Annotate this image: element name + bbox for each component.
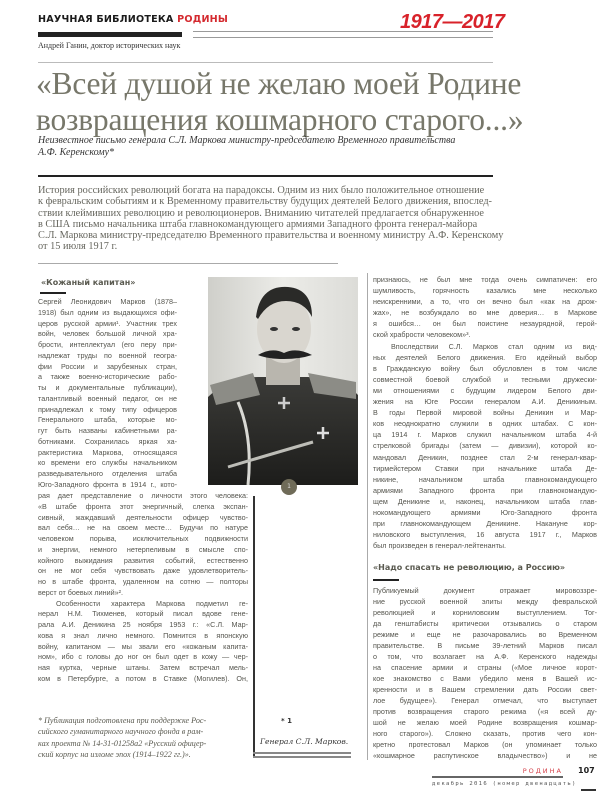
text-line: ков неоднократно служили в одних штабах. С кон- [373, 419, 597, 429]
subtitle-line: Неизвестное письмо генерала С.Л. Маркова министру-председателю Временного правительства [38, 135, 456, 146]
text-line: талантливый военный педагог, он не [38, 393, 177, 403]
text-line: мандовал Деникин, позднее стал 2-м генерал-квар- [373, 452, 597, 462]
text-line: История российских революций богата на парадоксы. Одним из них было положительное отношение [38, 185, 485, 196]
text-line: надлежат труды по военной геогра- [38, 350, 177, 360]
text-line: Особенности характера Маркова подметил ге- [56, 598, 248, 608]
caption-rule [253, 496, 255, 758]
text-line: Публикуемый документ отражает мировоззре- [373, 586, 597, 595]
footer-dash [581, 789, 596, 791]
text-line: сивный, жаждавший деятельности офицер чувство- [38, 512, 248, 522]
lead-paragraph [38, 185, 504, 253]
text-line: 1918) был одним из выдающихся офи- [38, 307, 177, 317]
text-line: гут быть названы кабинетными ра- [38, 426, 177, 435]
text-line: «В штабе фронта этот энергичный, слегка экспан- [38, 501, 248, 511]
text-line: кова я знал лично немного. Помнится в японскую [38, 630, 248, 640]
text-line: рала А.И. Деникина 25 ноября 1953 г.: «С.Л. Мар- [38, 620, 248, 629]
caption-double-rule [253, 756, 351, 758]
text-line: никине, начальником штаба главнокомандующего [373, 474, 597, 484]
heading-underline [40, 292, 66, 294]
text-line: верст от боевых линий»². [38, 587, 124, 597]
portrait-image [208, 277, 358, 485]
text-line: совместной боевой службой и тесными дружески- [373, 374, 597, 384]
divider-thick [38, 175, 493, 177]
text-line: режиме и еще не разочаровались во Временном [373, 630, 597, 639]
page-number: 107 [578, 766, 595, 775]
library-brand: РОДИНЫ [177, 14, 229, 25]
text-line: * Публикация подготовлена при поддержке Рос- [38, 716, 207, 725]
text-line: и энергии, немного нетерпеливым в смысле спо- [38, 544, 248, 554]
text-line: шумливость, горячность казались мне несколько [373, 286, 597, 296]
paragraph [373, 585, 597, 761]
article-title [36, 66, 524, 138]
text-line: армиями Западного фронта при главнокомандую- [373, 485, 597, 495]
text-line: ние русской военной элиты между февральской [373, 597, 597, 606]
text-line: ский корпус на изломе эпох (1914–1922 гг.)». [38, 749, 191, 759]
caption-number: * 1 [281, 717, 292, 725]
text-line: человеком порыва, исключительных подвижности [38, 534, 248, 543]
photo-caption: Генерал С.Л. Марков. [260, 737, 349, 746]
text-line: лое будущее»). Генерал отмечал, что выступает [373, 696, 597, 705]
text-line: правительстве. В письме 39-летний Марков писал [373, 641, 597, 650]
caption-double-rule [253, 752, 351, 754]
text-line: разведывательного отделения штаба [38, 469, 177, 478]
text-line: ской храбрости человеком»³. [373, 330, 471, 340]
text-line: ного старого»). Сложно сказать, против чего кон- [373, 729, 597, 738]
text-line: кое знакомство с Вами убедило меня в Вашей ис- [373, 674, 597, 683]
paragraph [373, 341, 597, 552]
divider [38, 263, 338, 264]
text-line: а также военно-исторические рабо- [38, 372, 177, 382]
text-line: рактеристика Маркова, относящаяся [38, 447, 177, 457]
text-line: революцией и корниловским выступлением. Тог- [373, 608, 597, 617]
text-line: церов русской армии¹. Участник трех [38, 318, 177, 328]
section-heading: «Надо спасать не революцию, а Россию» [373, 563, 566, 572]
footnote [38, 715, 243, 760]
header-bar [38, 32, 182, 37]
column-text-left-narrow [38, 297, 177, 491]
footer-rule [432, 776, 563, 778]
text-line: С.Л. Маркова министру-председателю Временного правительства и военному министру А.Ф. Керенскому [38, 230, 504, 242]
text-line: признаюсь, не был мне тогда очень симпатичен: его [373, 275, 597, 284]
portrait-photo [208, 277, 358, 485]
photo-number-badge: 1 [281, 479, 297, 495]
text-line: на спасение армии и страны («Мое личное корот- [373, 663, 597, 672]
text-line: при главнокомандующем Деникине. Накануне кор- [373, 519, 597, 529]
text-line: В годы Первой мировой войны Деникин и Мар- [373, 408, 597, 418]
text-line: нерал Н.М. Тихменев, который писал вдове гене- [38, 609, 248, 619]
text-line: ко времени его службы начальником [38, 458, 177, 468]
section-heading: «Кожаный капитан» [41, 278, 136, 287]
text-line: ты и документальные публикации), [38, 383, 177, 392]
text-line: шой не желаю моей Родине возвращения кошмар- [373, 718, 597, 727]
text-line: Генерального штаба, которые мо- [38, 415, 177, 425]
text-line: ботниками. Сохранилась яркая ха- [38, 436, 177, 446]
text-line: ных деятелей Белого движения. Его идейный выбор [373, 352, 597, 362]
text-line: ках проекта № 14-31-01258а2 «Русский офицер- [38, 738, 207, 748]
text-line: вал себя… не на своем месте… Будучи по натуре [38, 523, 248, 533]
text-line: ми отношениями с будущим лидером Белого дви- [373, 385, 597, 395]
author-byline: Андрей Ганин, доктор исторических наук [38, 41, 181, 50]
subtitle-line: А.Ф. Керенскому* [38, 147, 115, 158]
column-text-right-top [373, 274, 597, 551]
text-line: кренности и в Вашем стремлении дать России свет- [373, 685, 597, 694]
text-line: в Гражданскую войну был обусловлен в том числе [373, 363, 597, 373]
text-line: брости, интеллектуал (его перу при- [38, 340, 177, 349]
text-line: ниловского выступления, 16 августа 1917 г., Марков [373, 530, 597, 540]
text-line: стрелковой бригады (затем — дивизии), которой ко- [373, 441, 597, 451]
column-text-right-bottom [373, 585, 597, 761]
paragraph [38, 599, 248, 685]
text-line: рая дает представление о личности этого человека: [38, 491, 248, 500]
footer-brand: РОДИНА [522, 767, 563, 775]
text-line: принадлежал к тому типу офицеров [38, 404, 177, 414]
paragraph [373, 274, 597, 341]
paragraph [38, 297, 177, 491]
text-line: я ошибся… он был поистине незаурядной, герой- [373, 319, 597, 329]
text-line: к февральским событиям и к Временному правительству будущих деятелей Белого движения, впослед- [38, 196, 492, 208]
text-line: фии России и зарубежных стран, [38, 361, 177, 371]
paragraph [38, 491, 248, 599]
text-line: Юго-Западного фронта в 1914 г., кото- [38, 479, 177, 489]
text-line: койного выжидания развития событий, естественно [38, 555, 248, 565]
section-label [38, 14, 228, 25]
text-line: ная куртка, черные штаны. Затем встречал мель- [38, 663, 248, 672]
text-line: неискренними, а то, что он вечно был «как на дрож- [373, 297, 597, 307]
text-line: нокомандующего армиями Юго-Западного фронта [373, 507, 597, 517]
divider [38, 62, 493, 63]
text-line: был произведен в генерал-лейтенанты. [373, 541, 507, 551]
text-line: ном», ибо с головы до ног он был одет в кожу — чер- [38, 652, 248, 662]
text-line: в США письмо начальника штаба главнокомандующего армиями Западного фронта генерал-майора [38, 218, 478, 230]
heading-underline [373, 579, 399, 581]
text-line: ствии клеймивших революцию и революционеров. Вниманию читателей предлагается обнаруженное [38, 207, 484, 219]
article-subtitle [38, 135, 518, 159]
text-line: против возвращения старого режима («я всей ду- [373, 707, 597, 716]
text-line: ца 1914 г. Марков служил начальником штаба 4-й [373, 430, 597, 440]
library-label: НАУЧНАЯ БИБЛИОТЕКА [38, 14, 178, 25]
text-line: кретно протестовал Марков (он упоминает только [373, 740, 597, 749]
title-line: возвращения кошмарного старого...» [36, 102, 524, 137]
text-line: но в штабе фронта, удаленном на сотню — полторы [38, 577, 248, 586]
text-line: о том, что возлагает на А.Ф. Керенского надежды [373, 652, 597, 661]
text-line: да генштабисты критически отзывались о старом [373, 619, 597, 628]
text-line: от 15 июля 1917 г. [38, 241, 118, 253]
text-line: жах», не возбуждало во мне доверия… в Маркове [373, 308, 597, 318]
text-line: жения на Юге России генералом А.И. Деникиным. [373, 397, 597, 407]
text-line: Впоследствии С.Л. Марков стал одним из вид- [391, 341, 597, 351]
text-line: ком в Петербурге, а потом в Ставке (Могилев). Он, [38, 673, 248, 683]
text-line: щем Деникине и, наконец, начальником штаба глав- [373, 496, 597, 506]
issue-info: декабрь 2016 (номер двенадцать) [432, 781, 577, 787]
text-line: тирмейстером Ставки при начальнике штаба Де- [373, 463, 597, 473]
title-line: «Всей душой не желаю моей Родине [36, 66, 522, 101]
column-rule [367, 273, 368, 760]
text-line: Сергей Леонидович Марков (1878– [38, 297, 177, 306]
text-line: войну, капитаном — мы звали его «кожаным капита- [38, 641, 248, 651]
column-text-left-wide [38, 491, 248, 685]
text-line: войн, человек большой личной хра- [38, 329, 177, 339]
text-line: сийского гуманитарного научного фонда в рам- [38, 727, 204, 737]
header-rule [193, 37, 493, 38]
years-badge: 1917—2017 [400, 11, 505, 33]
text-line: «кошмарное распутинское владычество») и не [373, 751, 597, 760]
text-line: он не мог себя чувствовать даже удовлетворитель- [38, 566, 248, 576]
